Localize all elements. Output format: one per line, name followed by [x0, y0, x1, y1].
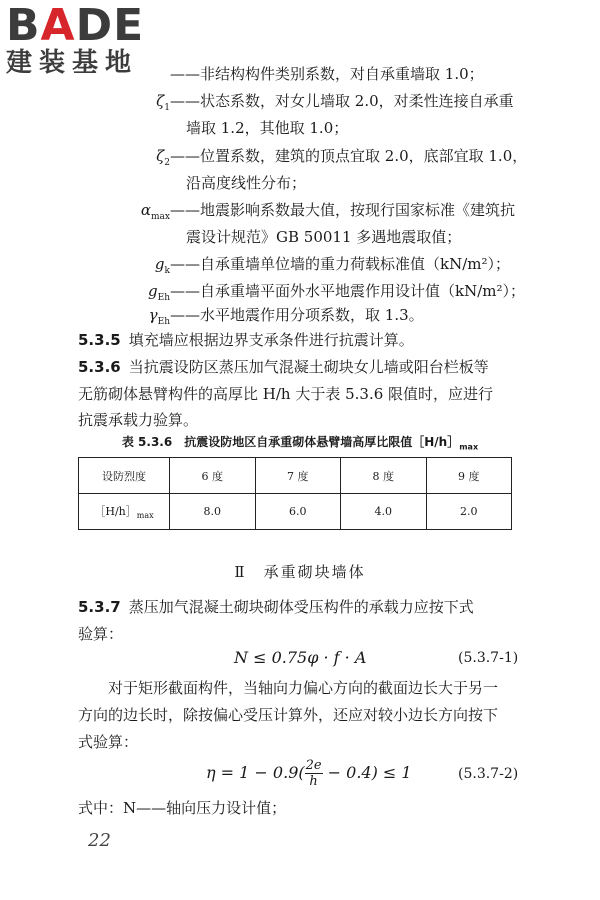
table-header-row — [79, 458, 512, 494]
clause-5-3-7: 5.3.7 蒸压加气混凝土砌块砌体受压构件的承载力应按下式 — [78, 598, 474, 616]
def-line: $g_{Eh}——$自承重墙平面外水平地震作用设计值（kN/m²）； — [148, 282, 526, 303]
page-number: 22 — [88, 830, 111, 851]
table-cell: 6.0 — [255, 494, 341, 530]
equation-number-1: (5.3.7-1) — [458, 650, 519, 666]
def-line: 沿高度线性分布； — [186, 174, 307, 192]
table-header-cell: 8 度 — [341, 458, 427, 494]
table-header-cell: 设防烈度 — [79, 458, 170, 494]
table-cell: 4.0 — [341, 494, 427, 530]
paragraph-line: 对于矩形截面构件，当轴向力偏心方向的截面边长大于另一 — [108, 679, 499, 697]
def-line: 墙取 1.2，其他取 1.0； — [186, 119, 349, 137]
def-line: $\zeta_2——$位置系数，建筑的顶点宜取 2.0，底部宜取 1.0， — [156, 147, 528, 168]
def-line: $g_k——$自承重墙单位墙的重力荷载标准值（kN/m²）； — [154, 255, 511, 276]
clause-5-3-6-line2: 无筋砌体悬臂构件的高厚比 H/h 大于表 5.3.6 限值时，应进行 — [78, 385, 494, 403]
fraction: $\frac{2e}{h}$ — [305, 758, 322, 789]
table-cell: 2.0 — [426, 494, 512, 530]
table-header-cell: 6 度 — [170, 458, 256, 494]
logo-sub-text: 建装基地 — [6, 48, 139, 78]
def-line: $\alpha_{max}——$地震影响系数最大值，按现行国家标准《建筑抗 — [140, 201, 516, 222]
logo-main-text: BADE — [6, 0, 145, 51]
clause-5-3-5: 5.3.5 填充墙应根据边界支承条件进行抗震计算。 — [78, 331, 414, 349]
limit-table — [78, 457, 512, 530]
table-caption: 表 5.3.6 抗震设防地区自承重砌体悬臂墙高厚比限值$[H/h]_{max}$ — [121, 435, 479, 452]
equation-number-2: (5.3.7-2) — [458, 766, 519, 782]
table-header-cell: 7 度 — [255, 458, 341, 494]
def-line: $\zeta_1——$状态系数，对女儿墙取 2.0，对柔性连接自承重 — [156, 92, 514, 113]
clause-5-3-6: 5.3.6 当抗震设防区蒸压加气混凝土砌块女儿墙或阳台栏板等 — [78, 358, 489, 376]
paragraph-line: 式验算： — [78, 733, 139, 751]
def-line: ——非结构构件类别系数，对自承重墙取 1.0； — [170, 65, 484, 83]
table-row-label: $[H/h]_{max}$ — [79, 494, 170, 530]
logo — [6, 2, 144, 78]
table-header-cell: 9 度 — [426, 458, 512, 494]
equation-5-3-7-1: N ≤ 0.75φ · f · A — [234, 648, 367, 667]
def-line: $\gamma_{Eh}——$水平地震作用分项系数，取 1.3。 — [148, 306, 424, 327]
clause-5-3-7-line2: 验算： — [78, 625, 124, 643]
where-line: 式中：N——轴向压力设计值； — [78, 799, 287, 817]
clause-5-3-6-line3: 抗震承载力验算。 — [78, 411, 199, 429]
table-row — [79, 494, 512, 530]
section-heading: Ⅱ 承重砌块墙体 — [234, 563, 366, 581]
paragraph-line: 方向的边长时，除按偏心受压计算外，还应对较小边长方向按下 — [78, 706, 499, 724]
equation-5-3-7-2: η = 1 − 0.9( $\frac{2e}{h}$ − 0.4) ≤ 1 — [206, 758, 412, 789]
table-cell: 8.0 — [170, 494, 256, 530]
def-line: 震设计规范》GB 50011 多遇地震取值； — [186, 228, 462, 246]
